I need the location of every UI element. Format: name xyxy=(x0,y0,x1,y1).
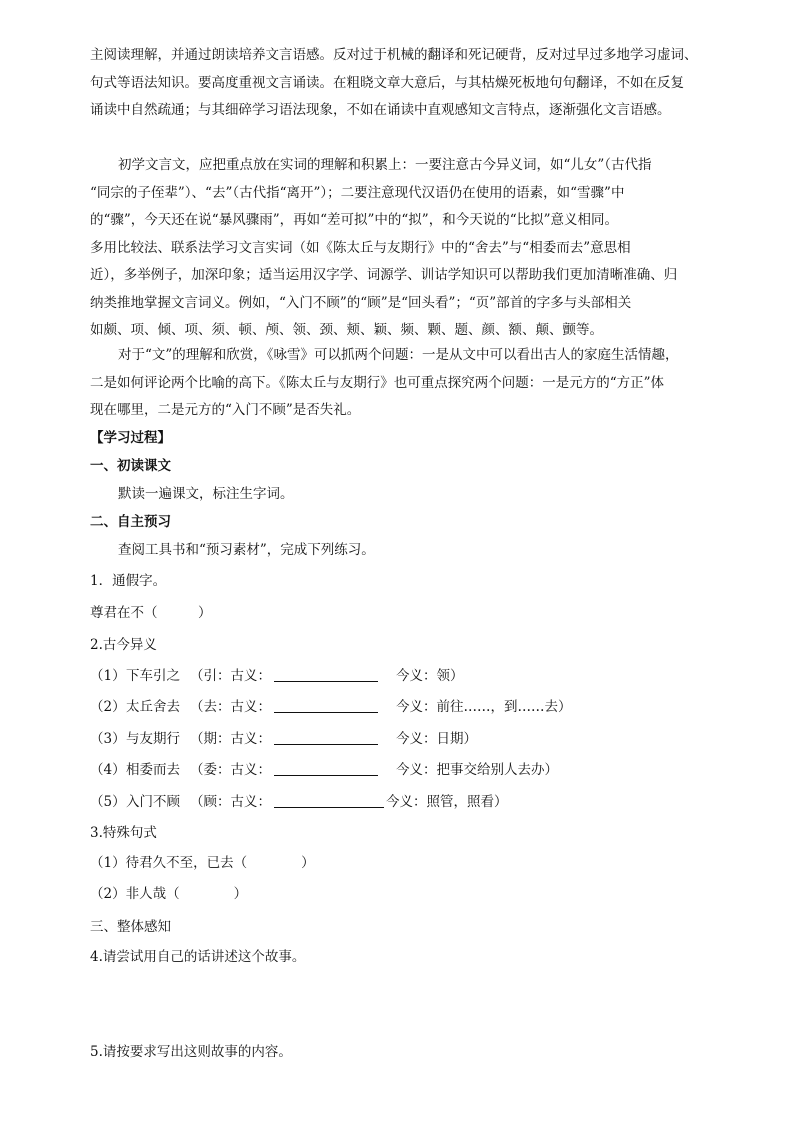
item-phrase: 太丘舍去 xyxy=(126,699,180,715)
question-2-item xyxy=(90,697,572,717)
answer-blank[interactable] xyxy=(274,731,378,745)
section-heading-self-preview: 二、自主预习 xyxy=(90,514,171,530)
text-line: 主阅读理解，并通过朗读培养文言语感。反对过于机械的翻译和死记硬背，反对过早过多地学习虚词、 xyxy=(90,47,698,63)
item-modern-meaning: 今义：把事交给别人去办） xyxy=(396,762,558,778)
item-number: （5） xyxy=(90,794,126,810)
question-1-title: 1．通假字。 xyxy=(90,573,167,589)
item-number: （4） xyxy=(90,762,126,778)
item-number: （2） xyxy=(90,699,126,715)
item-modern-meaning: 今义：日期） xyxy=(396,731,477,747)
question-1-item: 尊君在不（ ） xyxy=(90,605,212,621)
text-line: 句式等语法知识。要高度重视文言诵读。在粗晓文章大意后，与其枯燥死板地句句翻译，不如在反复 xyxy=(90,74,684,91)
study-paragraph xyxy=(90,152,704,345)
item-gloss: （顾：古义： xyxy=(190,794,271,810)
item-phrase: 与友期行 xyxy=(126,731,180,747)
question-4: 4.请尝试用自己的话讲述这个故事。 xyxy=(90,949,306,965)
item-phrase: 相委而去 xyxy=(126,762,180,778)
question-2-item xyxy=(90,792,508,812)
item-phrase: 入门不顾 xyxy=(126,794,180,810)
item-modern-meaning: 今义：前往……，到……去） xyxy=(396,699,572,715)
text-line: 对于“文”的理解和欣赏，《咏雪》可以抓两个问题：一是从文中可以看出古人的家庭生活情趣， xyxy=(118,347,679,363)
section-one-instruction: 默读一遍课文，标注生字词。 xyxy=(118,486,294,502)
item-gloss: （期：古义： xyxy=(190,731,271,747)
item-gloss: （委：古义： xyxy=(190,762,271,778)
item-gloss: （去：古义： xyxy=(190,699,271,715)
item-number: （1） xyxy=(90,668,126,684)
text-line: “同宗的子侄辈”）、“去”（古代指“离开”）；二要注意现代汉语仍在使用的语素，如“雪骤”中 xyxy=(90,184,625,201)
question-5: 5.请按要求写出这则故事的内容。 xyxy=(90,1044,292,1060)
answer-blank[interactable] xyxy=(274,794,384,808)
text-line: 现在哪里，二是元方的“入门不顾”是否失礼。 xyxy=(90,402,361,418)
section-heading-process: 【学习过程】 xyxy=(90,430,171,446)
text-line: 初学文言文，应把重点放在实词的理解和积累上：一要注意古今异义词，如“儿女”（古代指 xyxy=(118,157,652,173)
section-heading-overall: 三、整体感知 xyxy=(90,919,171,935)
item-modern-meaning: 今义：照管，照看） xyxy=(386,794,508,810)
question-2-title: 2.古今异义 xyxy=(90,637,157,653)
item-number: （3） xyxy=(90,731,126,747)
answer-blank[interactable] xyxy=(274,699,378,713)
text-line: 近），多举例子，加深印象；适当运用汉字学、词源学、训诂学知识可以帮助我们更加清晰准确、归 xyxy=(90,267,678,283)
intro-paragraph xyxy=(90,42,704,125)
item-modern-meaning: 今义：领） xyxy=(396,668,464,684)
text-line: 纳类推地掌握文言词义。例如，“入门不顾”的“顾”是“回头看”；“页”部首的字多与头部相关 xyxy=(90,294,632,311)
text-line: 如颇、项、倾、项、须、顿、颅、领、颈、颊、颖、频、颗、题、颜、额、颠、颤等。 xyxy=(90,322,603,338)
question-3-item: （2）非人哉（ ） xyxy=(90,886,248,902)
answer-blank[interactable] xyxy=(274,762,378,776)
question-2-item xyxy=(90,760,558,780)
text-line: 多用比较法、联系法学习文言实词（如《陈太丘与友期行》中的“舍去”与“相委而去”意思相 xyxy=(90,239,631,256)
item-phrase: 下车引之 xyxy=(126,668,180,684)
answer-blank[interactable] xyxy=(274,668,378,682)
text-line: 的“骤”，今天还在说“暴风骤雨”，再如“差可拟”中的“拟”，和今天说的“比拟”意义相同。 xyxy=(90,212,619,228)
item-gloss: （引：古义： xyxy=(190,668,271,684)
question-2-item xyxy=(90,729,477,749)
section-heading-first-reading: 一、初读课文 xyxy=(90,458,171,474)
wen-paragraph xyxy=(90,342,704,425)
text-line: 诵读中自然疏通；与其细碎学习语法现象，不如在诵读中直观感知文言特点，逐渐强化文言语感。 xyxy=(90,102,671,118)
question-3-title: 3.特殊句式 xyxy=(90,825,157,841)
text-line: 二是如何评论两个比喻的高下。《陈太丘与友期行》也可重点探究两个问题：一是元方的“方正”体 xyxy=(90,374,665,391)
section-two-instruction: 查阅工具书和“预习素材”，完成下列练习。 xyxy=(118,542,375,558)
question-2-item xyxy=(90,666,464,686)
question-3-item: （1）待君久不至，已去（ ） xyxy=(90,855,315,871)
